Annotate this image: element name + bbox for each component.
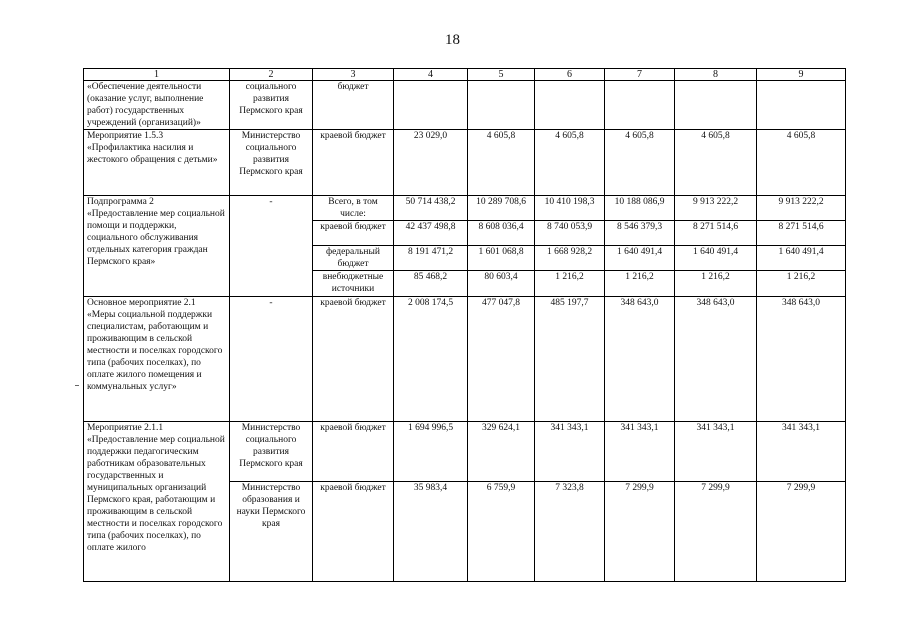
value-cell: 1 216,2 <box>535 271 605 297</box>
column-header: 4 <box>394 69 468 81</box>
value-cell: 4 605,8 <box>468 130 535 196</box>
table-row <box>84 81 846 130</box>
source-cell: краевой бюджет <box>313 482 394 582</box>
column-header: 9 <box>757 69 846 81</box>
header-row <box>84 69 846 81</box>
column-header: 7 <box>605 69 675 81</box>
value-cell: 8 740 053,9 <box>535 221 605 246</box>
value-cell: 50 714 438,2 <box>394 196 468 221</box>
source-cell: краевой бюджет <box>313 422 394 482</box>
column-header: 2 <box>230 69 313 81</box>
value-cell: 348 643,0 <box>757 297 846 422</box>
budget-table <box>83 68 846 582</box>
source-cell: бюджет <box>313 81 394 130</box>
value-cell: 1 694 996,5 <box>394 422 468 482</box>
value-cell: 341 343,1 <box>757 422 846 482</box>
row-name-cell: «Обеспечение деятельности (оказание услуг, выполнение работ) государственных учреждений (организаций)» <box>84 81 230 130</box>
value-cell: 9 913 222,2 <box>675 196 757 221</box>
value-cell: 341 343,1 <box>535 422 605 482</box>
source-cell: федеральный бюджет <box>313 246 394 271</box>
value-cell: 7 323,8 <box>535 482 605 582</box>
value-cell: 4 605,8 <box>605 130 675 196</box>
value-cell: 1 668 928,2 <box>535 246 605 271</box>
value-cell: 348 643,0 <box>605 297 675 422</box>
column-header: 8 <box>675 69 757 81</box>
row-name-cell: Мероприятие 2.1.1 «Предоставление мер социальной поддержки педагогическим работникам образовательных государственных и муниципальных организаций Пермского края, работающим и проживающим в сельской местности и поселках городского типа (рабочих поселках), по оплате жилого <box>84 422 230 582</box>
value-cell <box>468 81 535 130</box>
executor-cell: Министерство социального развития Пермского края <box>230 130 313 196</box>
executor-cell: социального развития Пермского края <box>230 81 313 130</box>
value-cell: 1 640 491,4 <box>675 246 757 271</box>
value-cell: 1 216,2 <box>675 271 757 297</box>
table-row <box>84 196 846 221</box>
value-cell <box>394 81 468 130</box>
value-cell: 1 216,2 <box>605 271 675 297</box>
source-cell: Всего, в том числе: <box>313 196 394 221</box>
value-cell: 8 271 514,6 <box>675 221 757 246</box>
value-cell: 85 468,2 <box>394 271 468 297</box>
value-cell: 4 605,8 <box>757 130 846 196</box>
value-cell: 1 216,2 <box>757 271 846 297</box>
source-cell: краевой бюджет <box>313 130 394 196</box>
value-cell: 8 546 379,3 <box>605 221 675 246</box>
value-cell <box>535 81 605 130</box>
value-cell: 1 640 491,4 <box>605 246 675 271</box>
value-cell: 80 603,4 <box>468 271 535 297</box>
value-cell <box>675 81 757 130</box>
value-cell: 341 343,1 <box>675 422 757 482</box>
table-row <box>84 297 846 422</box>
value-cell: 10 188 086,9 <box>605 196 675 221</box>
table-row <box>84 130 846 196</box>
value-cell: 348 643,0 <box>675 297 757 422</box>
value-cell: 4 605,8 <box>675 130 757 196</box>
value-cell <box>757 81 846 130</box>
value-cell: 4 605,8 <box>535 130 605 196</box>
value-cell: 8 271 514,6 <box>757 221 846 246</box>
value-cell: 9 913 222,2 <box>757 196 846 221</box>
value-cell: 329 624,1 <box>468 422 535 482</box>
value-cell: 42 437 498,8 <box>394 221 468 246</box>
margin-tick-mark <box>75 385 79 386</box>
value-cell: 35 983,4 <box>394 482 468 582</box>
value-cell: 8 191 471,2 <box>394 246 468 271</box>
value-cell: 7 299,9 <box>675 482 757 582</box>
value-cell: 8 608 036,4 <box>468 221 535 246</box>
row-name-cell: Основное мероприятие 2.1 «Меры социальной поддержки специалистам, работающим и проживающим в сельской местности и поселках городского типа (рабочих поселках), по оплате жилого помещения и коммунальных услуг» <box>84 297 230 422</box>
executor-cell: Министерство образования и науки Пермского края <box>230 482 313 582</box>
value-cell: 23 029,0 <box>394 130 468 196</box>
row-name-cell: Мероприятие 1.5.3 «Профилактика насилия и жестокого обращения с детьми» <box>84 130 230 196</box>
executor-cell: Министерство социального развития Пермского края <box>230 422 313 482</box>
source-cell: внебюджетные источники <box>313 271 394 297</box>
value-cell: 477 047,8 <box>468 297 535 422</box>
source-cell: краевой бюджет <box>313 221 394 246</box>
table-row <box>84 422 846 482</box>
value-cell: 7 299,9 <box>605 482 675 582</box>
value-cell: 2 008 174,5 <box>394 297 468 422</box>
value-cell <box>605 81 675 130</box>
column-header: 6 <box>535 69 605 81</box>
value-cell: 10 289 708,6 <box>468 196 535 221</box>
column-header: 1 <box>84 69 230 81</box>
value-cell: 341 343,1 <box>605 422 675 482</box>
value-cell: 10 410 198,3 <box>535 196 605 221</box>
value-cell: 485 197,7 <box>535 297 605 422</box>
executor-cell: - <box>230 196 313 297</box>
value-cell: 1 601 068,8 <box>468 246 535 271</box>
source-cell: краевой бюджет <box>313 297 394 422</box>
executor-cell: - <box>230 297 313 422</box>
value-cell: 6 759,9 <box>468 482 535 582</box>
page-number: 18 <box>445 32 460 48</box>
value-cell: 1 640 491,4 <box>757 246 846 271</box>
row-name-cell: Подпрограмма 2 «Предоставление мер социальной помощи и поддержки, социального обслуживания отдельных категория граждан Пермского края» <box>84 196 230 297</box>
value-cell: 7 299,9 <box>757 482 846 582</box>
column-header: 3 <box>313 69 394 81</box>
column-header: 5 <box>468 69 535 81</box>
